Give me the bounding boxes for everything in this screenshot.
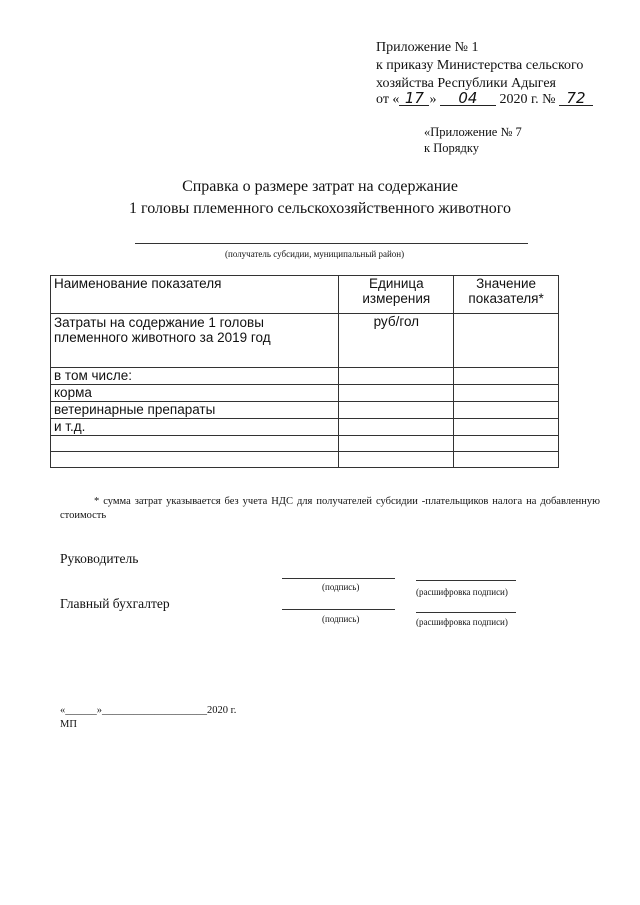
row-indicator: Затраты на содержание 1 головы племенного животного за 2019 год xyxy=(51,314,339,368)
date-prefix: от « xyxy=(376,92,400,107)
row-value xyxy=(454,402,559,419)
date-day: 17 xyxy=(399,92,429,106)
table-row xyxy=(51,402,559,419)
header-date-line xyxy=(376,89,593,108)
row-value xyxy=(454,314,559,368)
director-sign-caption: (подпись) xyxy=(322,582,360,592)
recipient-caption: (получатель субсидии, муниципальный район) xyxy=(225,249,405,259)
director-decode-caption: (расшифровка подписи) xyxy=(416,587,508,597)
row-value xyxy=(454,385,559,402)
header-line-2: к приказу Министерства сельского xyxy=(376,58,584,73)
header-value: Значение показателя* xyxy=(454,276,559,314)
appendix-line-2: к Порядку xyxy=(424,141,479,155)
accountant-label: Главный бухгалтер xyxy=(60,596,170,611)
row-unit xyxy=(339,385,454,402)
table-row xyxy=(51,452,559,468)
row-value xyxy=(454,452,559,468)
row-value xyxy=(454,419,559,436)
order-number: 72 xyxy=(559,92,593,106)
footnote: * сумма затрат указывается без учета НДС для получателей субсидии -плательщиков налога на добавленную стоимость xyxy=(60,496,600,521)
row-indicator: в том числе: xyxy=(51,368,339,385)
row-unit xyxy=(339,419,454,436)
row-indicator: и т.д. xyxy=(51,419,339,436)
accountant-decode-line xyxy=(416,612,516,613)
header-line-3: хозяйства Республики Адыгея xyxy=(376,76,556,91)
date-month: 04 xyxy=(440,92,496,106)
recipient-line xyxy=(135,243,528,244)
row-indicator xyxy=(51,452,339,468)
row-value xyxy=(454,436,559,452)
row-indicator xyxy=(51,436,339,452)
table-row xyxy=(51,368,559,385)
director-signature-line xyxy=(282,578,395,579)
table-row xyxy=(51,314,559,368)
table-row xyxy=(51,436,559,452)
row-unit xyxy=(339,368,454,385)
costs-table xyxy=(50,275,559,468)
row-unit: руб/гол xyxy=(339,314,454,368)
document-title-line-2: 1 головы племенного сельскохозяйственного животного xyxy=(129,200,511,217)
row-indicator: ветеринарные препараты xyxy=(51,402,339,419)
footer-date-line: «______»____________________2020 г. xyxy=(60,705,237,716)
accountant-decode-caption: (расшифровка подписи) xyxy=(416,617,508,627)
table-row xyxy=(51,419,559,436)
director-label: Руководитель xyxy=(60,551,139,566)
date-year: 2020 г. № xyxy=(499,92,556,107)
stamp-label: МП xyxy=(60,719,77,730)
table-header-row xyxy=(51,276,559,314)
row-unit xyxy=(339,402,454,419)
header-line-1: Приложение № 1 xyxy=(376,40,479,55)
row-unit xyxy=(339,452,454,468)
header-indicator: Наименование показателя xyxy=(51,276,339,314)
table-row xyxy=(51,385,559,402)
row-unit xyxy=(339,436,454,452)
accountant-signature-line xyxy=(282,609,395,610)
document-title-line-1: Справка о размере затрат на содержание xyxy=(182,178,458,195)
date-mid: » xyxy=(429,92,437,107)
director-decode-line xyxy=(416,580,516,581)
row-value xyxy=(454,368,559,385)
header-unit: Единица измерения xyxy=(339,276,454,314)
appendix-line-1: «Приложение № 7 xyxy=(424,125,522,139)
row-indicator: корма xyxy=(51,385,339,402)
accountant-sign-caption: (подпись) xyxy=(322,614,360,624)
